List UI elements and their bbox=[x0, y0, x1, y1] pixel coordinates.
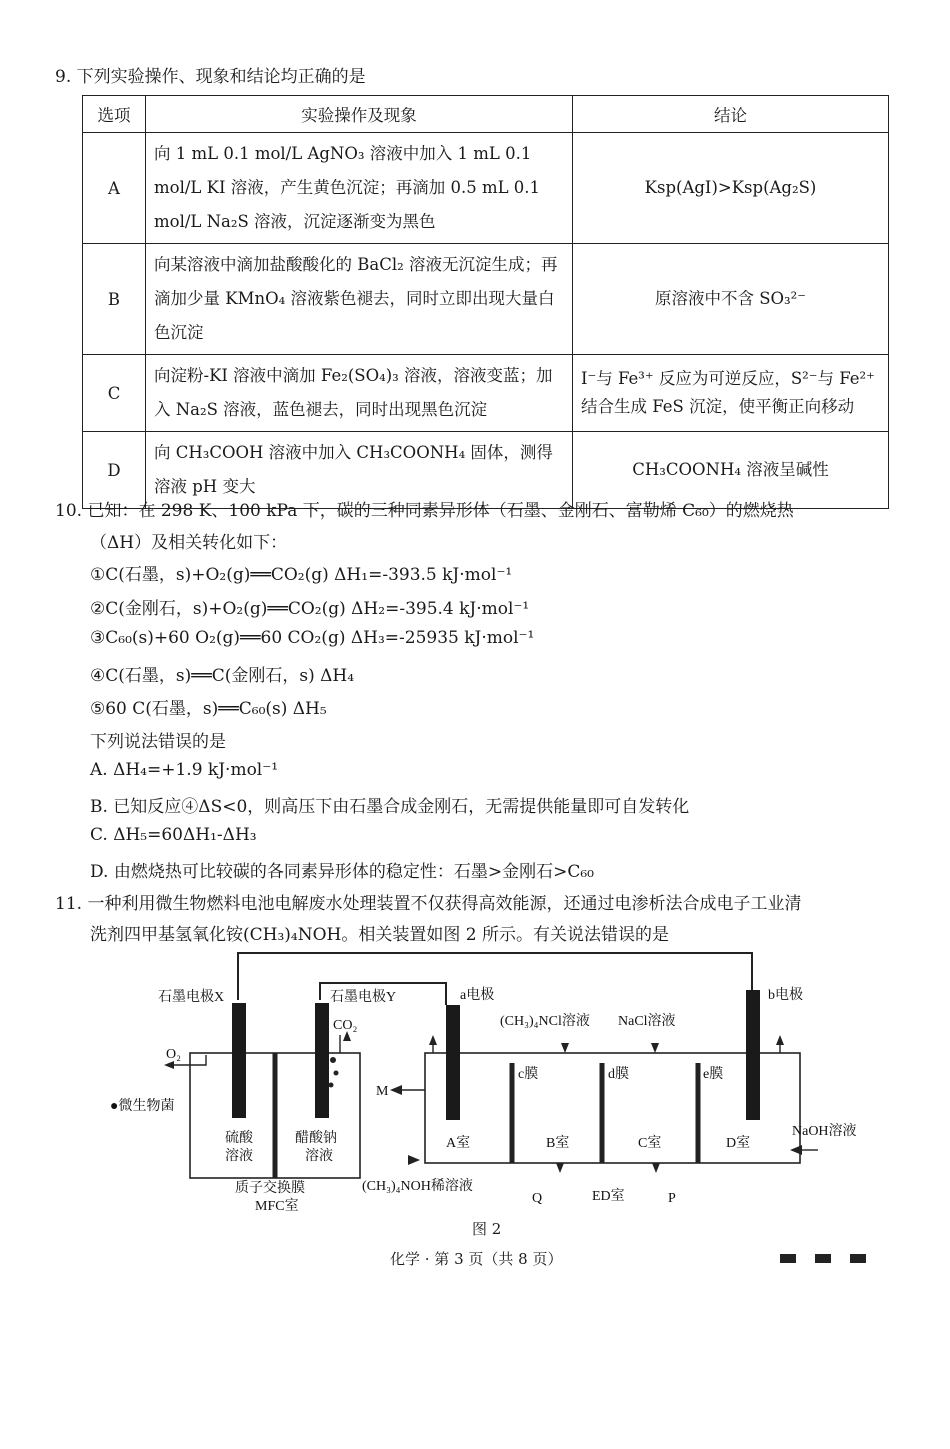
label-acetate-2: 溶液 bbox=[305, 1149, 333, 1164]
equation-2: ②C(金刚石，s)+O₂(g)══CO₂(g) ΔH₂=-395.4 kJ·mol⁻¹ bbox=[90, 599, 530, 619]
option-conclusion: I⁻与 Fe³⁺ 反应为可逆反应，S²⁻与 Fe²⁺ 结合生成 FeS 沉淀，使平衡正向移动 bbox=[573, 355, 889, 432]
table-row bbox=[83, 355, 889, 432]
option-label: B bbox=[83, 244, 146, 355]
header-conclusion: 结论 bbox=[573, 96, 889, 133]
electrode-a bbox=[446, 1005, 460, 1120]
header-operation: 实验操作及现象 bbox=[146, 96, 573, 133]
table-row bbox=[83, 133, 889, 244]
option-label: D bbox=[83, 432, 146, 509]
nacl-arrow-icon bbox=[651, 1043, 659, 1053]
label-room-c: C室 bbox=[638, 1136, 662, 1151]
label-pem: 质子交换膜 bbox=[235, 1181, 305, 1196]
label-p: P bbox=[668, 1191, 676, 1206]
q10-stem-line2: （ΔH）及相关转化如下： bbox=[90, 533, 288, 553]
label-q: Q bbox=[532, 1191, 543, 1206]
label-tmacl: (CH₃)₄NCl溶液 bbox=[500, 1014, 590, 1029]
label-nacl: NaCl溶液 bbox=[618, 1014, 676, 1029]
electrode-y bbox=[315, 1003, 329, 1118]
label-room-d: D室 bbox=[726, 1136, 751, 1151]
label-electrode-b: b电极 bbox=[768, 988, 803, 1003]
label-electrode-y: 石墨电极Y bbox=[330, 990, 397, 1005]
naoh-arrow-icon bbox=[790, 1145, 802, 1155]
q10-option-a: A. ΔH₄=+1.9 kJ·mol⁻¹ bbox=[90, 760, 279, 780]
option-operation: 向 1 mL 0.1 mol/L AgNO₃ 溶液中加入 1 mL 0.1 mol/L KI 溶液，产生黄色沉淀；再滴加 0.5 mL 0.1 mol/L Na₂S 溶液，沉淀逐渐变为黑色 bbox=[146, 133, 573, 244]
q10-stem-line1: 10. 已知：在 298 K、100 kPa 下，碳的三种同素异形体（石墨、金刚石、富勒烯 C₆₀）的燃烧热 bbox=[55, 501, 794, 521]
q10-option-b: B. 已知反应④ΔS<0，则高压下由石墨合成金刚石，无需提供能量即可自发转化 bbox=[90, 797, 690, 817]
marker-square bbox=[815, 1254, 831, 1263]
label-d-membrane: d膜 bbox=[608, 1067, 629, 1082]
m-arrow-icon bbox=[390, 1085, 402, 1095]
p-arrow-icon bbox=[652, 1163, 660, 1173]
electrode-x bbox=[232, 1003, 246, 1118]
figure-caption: 图 2 bbox=[472, 1220, 502, 1238]
q11-stem-line2: 洗剂四甲基氢氧化铵(CH₃)₄NOH。相关装置如图 2 所示。有关说法错误的是 bbox=[90, 925, 669, 945]
table-row bbox=[83, 244, 889, 355]
label-tmaoh: (CH₃)₄NOH稀溶液 bbox=[362, 1179, 473, 1194]
label-sulfuric-2: 溶液 bbox=[225, 1149, 253, 1164]
q10-option-c: C. ΔH₅=60ΔH₁-ΔH₃ bbox=[90, 825, 257, 845]
q10-ask: 下列说法错误的是 bbox=[90, 732, 226, 752]
option-conclusion: 原溶液中不含 SO₃²⁻ bbox=[573, 244, 889, 355]
option-conclusion: Ksp(AgI)>Ksp(Ag₂S) bbox=[573, 133, 889, 244]
equation-3: ③C₆₀(s)+60 O₂(g)══60 CO₂(g) ΔH₃=-25935 kJ·mol⁻¹ bbox=[90, 628, 535, 648]
o2-arrow-icon bbox=[164, 1061, 174, 1069]
equation-4: ④C(石墨，s)══C(金刚石，s) ΔH₄ bbox=[90, 666, 355, 686]
label-naoh: NaOH溶液 bbox=[792, 1124, 857, 1139]
label-electrode-x: 石墨电极X bbox=[158, 990, 225, 1005]
label-e-membrane: e膜 bbox=[703, 1067, 724, 1082]
a-gas-arrow-icon bbox=[429, 1035, 437, 1045]
page-footer: 化学 · 第 3 页（共 8 页） bbox=[390, 1250, 563, 1268]
q9-stem: 9. 下列实验操作、现象和结论均正确的是 bbox=[55, 67, 366, 87]
option-operation: 向 CH₃COOH 溶液中加入 CH₃COONH₄ 固体，测得溶液 pH 变大 bbox=[146, 432, 573, 509]
label-room-a: A室 bbox=[446, 1136, 471, 1151]
equation-5: ⑤60 C(石墨，s)══C₆₀(s) ΔH₅ bbox=[90, 699, 327, 719]
option-operation: 向淀粉-KI 溶液中滴加 Fe₂(SO₄)₃ 溶液，溶液变蓝；加入 Na₂S 溶液，蓝色褪去，同时出现黑色沉淀 bbox=[146, 355, 573, 432]
q-arrow-icon bbox=[556, 1163, 564, 1173]
apparatus-diagram bbox=[110, 945, 890, 1225]
label-ed-room: ED室 bbox=[592, 1189, 625, 1204]
label-m: M bbox=[376, 1084, 389, 1099]
marker-square bbox=[850, 1254, 866, 1263]
tmaoh-arrow-icon bbox=[408, 1155, 420, 1165]
header-option: 选项 bbox=[83, 96, 146, 133]
option-conclusion: CH₃COONH₄ 溶液呈碱性 bbox=[573, 432, 889, 509]
option-operation: 向某溶液中滴加盐酸酸化的 BaCl₂ 溶液无沉淀生成；再滴加少量 KMnO₄ 溶液紫色褪去，同时立即出现大量白色沉淀 bbox=[146, 244, 573, 355]
option-label: A bbox=[83, 133, 146, 244]
label-microbe: ●微生物菌 bbox=[110, 1099, 175, 1114]
option-label: C bbox=[83, 355, 146, 432]
label-o2: O₂ bbox=[166, 1047, 181, 1062]
tmacl-arrow-icon bbox=[561, 1043, 569, 1053]
q10-option-d: D. 由燃烧热可比较碳的各同素异形体的稳定性：石墨>金刚石>C₆₀ bbox=[90, 862, 594, 882]
label-room-b: B室 bbox=[546, 1136, 570, 1151]
equation-1: ①C(石墨，s)+O₂(g)══CO₂(g) ΔH₁=-393.5 kJ·mol⁻¹ bbox=[90, 565, 513, 585]
label-acetate-1: 醋酸钠 bbox=[295, 1131, 337, 1146]
table-header-row bbox=[83, 96, 889, 133]
top-wire bbox=[238, 953, 752, 1000]
label-mfc: MFC室 bbox=[255, 1199, 299, 1214]
electrode-b bbox=[746, 990, 760, 1120]
label-c-membrane: c膜 bbox=[518, 1067, 539, 1082]
label-co2: CO₂ bbox=[333, 1018, 358, 1033]
marker-square bbox=[780, 1254, 796, 1263]
q11-stem-line1: 11. 一种利用微生物燃料电池电解废水处理装置不仅获得高效能源，还通过电渗析法合成电子工业清 bbox=[55, 894, 802, 914]
label-sulfuric-1: 硫酸 bbox=[225, 1131, 253, 1146]
label-electrode-a: a电极 bbox=[460, 988, 495, 1003]
q9-options-table bbox=[82, 95, 889, 509]
b-gas-arrow-icon bbox=[776, 1035, 784, 1045]
